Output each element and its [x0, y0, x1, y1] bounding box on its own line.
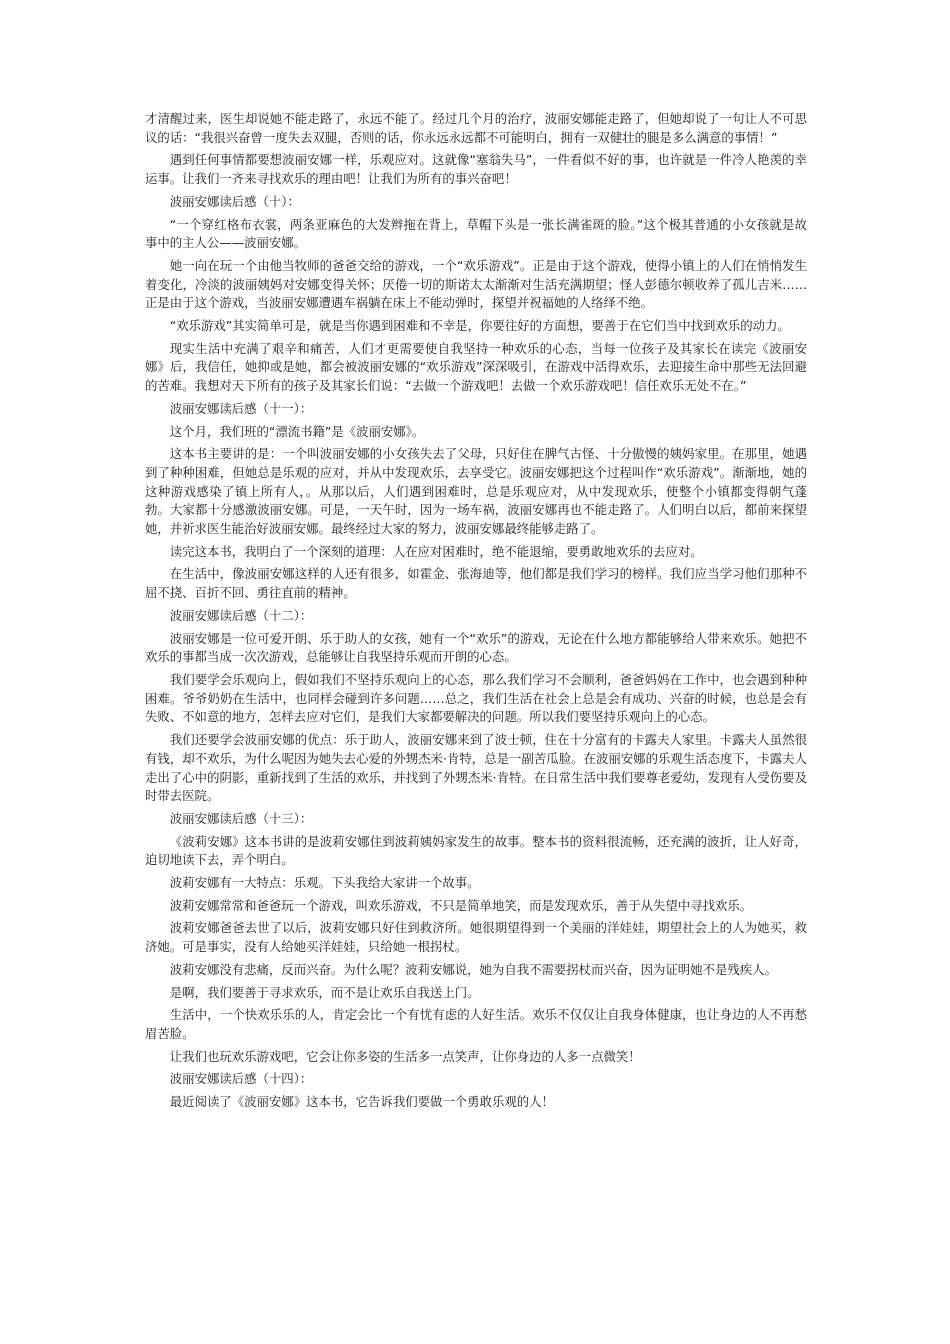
paragraph-5: “欢乐游戏”其实简单可是，就是当你遇到困难和不幸是，你要往好的方面想，要善于在它们当中找到欢乐的动力。 — [169, 318, 790, 334]
paragraph-22: 最近阅读了《波丽安娜》这本书，它告诉我们要做一个勇敢乐观的人！ — [169, 1094, 554, 1110]
paragraph-18: 波莉安娜没有悲痛，反而兴奋。为什么呢？波莉安娜说，她为自我不需要拐杖而兴奋，因为证明她不是残疾人。 — [169, 961, 777, 977]
paragraph-7: 这个月，我们班的“漂流书籍”是《波丽安娜》。 — [169, 423, 425, 439]
paragraph-12: 我们要学会乐观向上，假如我们不坚持乐观向上的心态，那么我们学习不会顺利，爸爸妈妈在工作中，也会遇到种种困难。爷爷奶奶在生活中，也同样会碰到许多问题……总之，我们生活在社会上总是会有成功、兴奋的时候，也总是会有失败、不如意的地方，怎样去应对它们，是我们大家都要解决的问题。所以我们要坚持乐观向上的心态。 — [145, 671, 807, 725]
paragraph-4: 她一向在玩一个由他当牧师的爸爸交给的游戏，一个“欢乐游戏”。正是由于这个游戏，使得小镇上的人们在悄悄发生着变化，冷淡的波丽姨妈对安娜变得关怀；厌倦一切的斯诺太太渐渐对生活充满期望；怪人彭德尔顿收养了孤儿吉米……正是由于这个游戏，当波丽安娜遭遇车祸躺在床上不能动弹时，探望并祝福她的人络绎不绝。 — [145, 257, 807, 311]
paragraph-14: 《波莉安娜》这本书讲的是波莉安娜住到波莉姨妈家发生的故事。整本书的资料很流畅，还充满的波折，让人好奇，迫切地读下去，弄个明白。 — [145, 833, 807, 868]
section-heading-12: 波丽安娜读后感（十二）： — [169, 607, 313, 623]
paragraph-10: 在生活中，像波丽安娜这样的人还有很多，如霍金、张海迪等，他们都是我们学习的榜样。我们应当学习他们那种不屈不挠、百折不回、勇往直前的精神。 — [145, 566, 807, 601]
paragraph-19: 是啊，我们要善于寻求欢乐，而不是让欢乐自我送上门。 — [169, 984, 480, 1000]
section-heading-13: 波丽安娜读后感（十三）： — [169, 810, 313, 826]
section-heading-14: 波丽安娜读后感（十四）： — [169, 1071, 313, 1087]
paragraph-20: 生活中，一个快欢乐乐的人，肯定会比一个有忧有虑的人好生活。欢乐不仅仅让自我身体健康，也让身边的人不再愁眉苦脸。 — [145, 1007, 807, 1041]
paragraph-1: 才清醒过来，医生却说她不能走路了，永远不能了。经过几个月的治疗，波丽安娜能走路了，但她却说了一句让人不可思议的话：“我很兴奋曾一度失去双腿，否则的话，你永远永远都不可能明白，拥有一双健壮的腿是多么满意的事情！” — [145, 111, 807, 145]
document-page — [145, 110, 807, 1116]
paragraph-2: 遇到任何事情都要想波丽安娜一样，乐观应对。这就像“塞翁失马”，一件看似不好的事，也许就是一件冷人艳羡的幸运事。让我们一齐来寻找欢乐的理由吧！让我们为所有的事兴奋吧！ — [145, 152, 807, 187]
paragraph-13: 我们还要学会波丽安娜的优点：乐于助人，波丽安娜来到了波士顿，住在十分富有的卡露夫人家里。卡露夫人虽然很有钱，却不欢乐，为什么呢因为她失去心爱的外甥杰米·肯特，总是一副苦瓜脸。在波丽安娜的乐观生活态度下，卡露夫人走出了心中的阴影，重新找到了生活的欢乐，并找到了外甥杰米·肯特。在日常生活中我们要尊老爱幼，发现有人受伤要及时带去医院。 — [145, 732, 807, 804]
paragraph-15: 波莉安娜有一大特点：乐观。下头我给大家讲一个故事。 — [169, 875, 480, 891]
paragraph-21: 让我们也玩欢乐游戏吧，它会让你多姿的生活多一点笑声，让你身边的人多一点微笑！ — [169, 1048, 641, 1064]
section-heading-11: 波丽安娜读后感（十一）： — [169, 400, 313, 416]
paragraph-17: 波莉安娜爸爸去世了以后，波莉安娜只好住到救济所。她很期望得到一个美丽的洋娃娃，期望社会上的人为她买，救济她。可是事实，没有人给她买洋娃娃，只给她一根拐杖。 — [145, 920, 807, 955]
paragraph-9: 读完这本书，我明白了一个深刻的道理：人在应对困难时，绝不能退缩，要勇敢地欢乐的去应对。 — [169, 543, 703, 559]
section-heading-10: 波丽安娜读后感（十）： — [169, 193, 300, 209]
paragraph-11: 波丽安娜是一位可爱开朗、乐于助人的女孩，她有一个“欢乐”的游戏，无论在什么地方都能够给人带来欢乐。她把不欢乐的事都当成一次次游戏，总能够让自我坚持乐观而开朗的心态。 — [145, 630, 807, 665]
paragraph-6: 现实生活中充满了艰辛和痛苦，人们才更需要使自我坚持一种欢乐的心态，当每一位孩子及其家长在读完《波丽安娜》后，我信任，她抑或是她，都会被波丽安娜的“欢乐游戏”深深吸引，在游戏中活得欢乐，去迎接生命中那些无法回避的苦难。我想对天下所有的孩子及其家长们说：“去做一个游戏吧！去做一个欢乐游戏吧！信任欢乐无处不在。” — [145, 340, 807, 394]
paragraph-3: “一个穿红格布衣裳，两条亚麻色的大发辫拖在背上，草帽下头是一张长满雀斑的脸。”这个极其普通的小女孩就是故事中的主人公——波丽安娜。 — [145, 216, 807, 251]
paragraph-16: 波莉安娜常常和爸爸玩一个游戏，叫欢乐游戏，不只是简单地笑，而是发现欢乐，善于从失望中寻找欢乐。 — [169, 897, 753, 913]
paragraph-8: 这本书主要讲的是：一个叫波丽安娜的小女孩失去了父母，只好住在脾气古怪、十分傲慢的姨妈家里。在那里，她遇到了种种困难，但她总是乐观的应对，并从中发现欢乐，去享受它。波丽安娜把这个过程叫作“欢乐游戏”。渐渐地，她的这种游戏感染了镇上所有人，。从那以后，人们遇到困难时，总是乐观应对，从中发现欢乐，使整个小镇都变得朝气蓬勃。大家都十分感激波丽安娜。可是，一天午时，因为一场车祸，波丽安娜再也不能走路了。人们明白以后，都前来探望她，并祈求医生能治好波丽安娜。最终经过大家的努力，波丽安娜最终能够走路了。 — [145, 446, 807, 537]
